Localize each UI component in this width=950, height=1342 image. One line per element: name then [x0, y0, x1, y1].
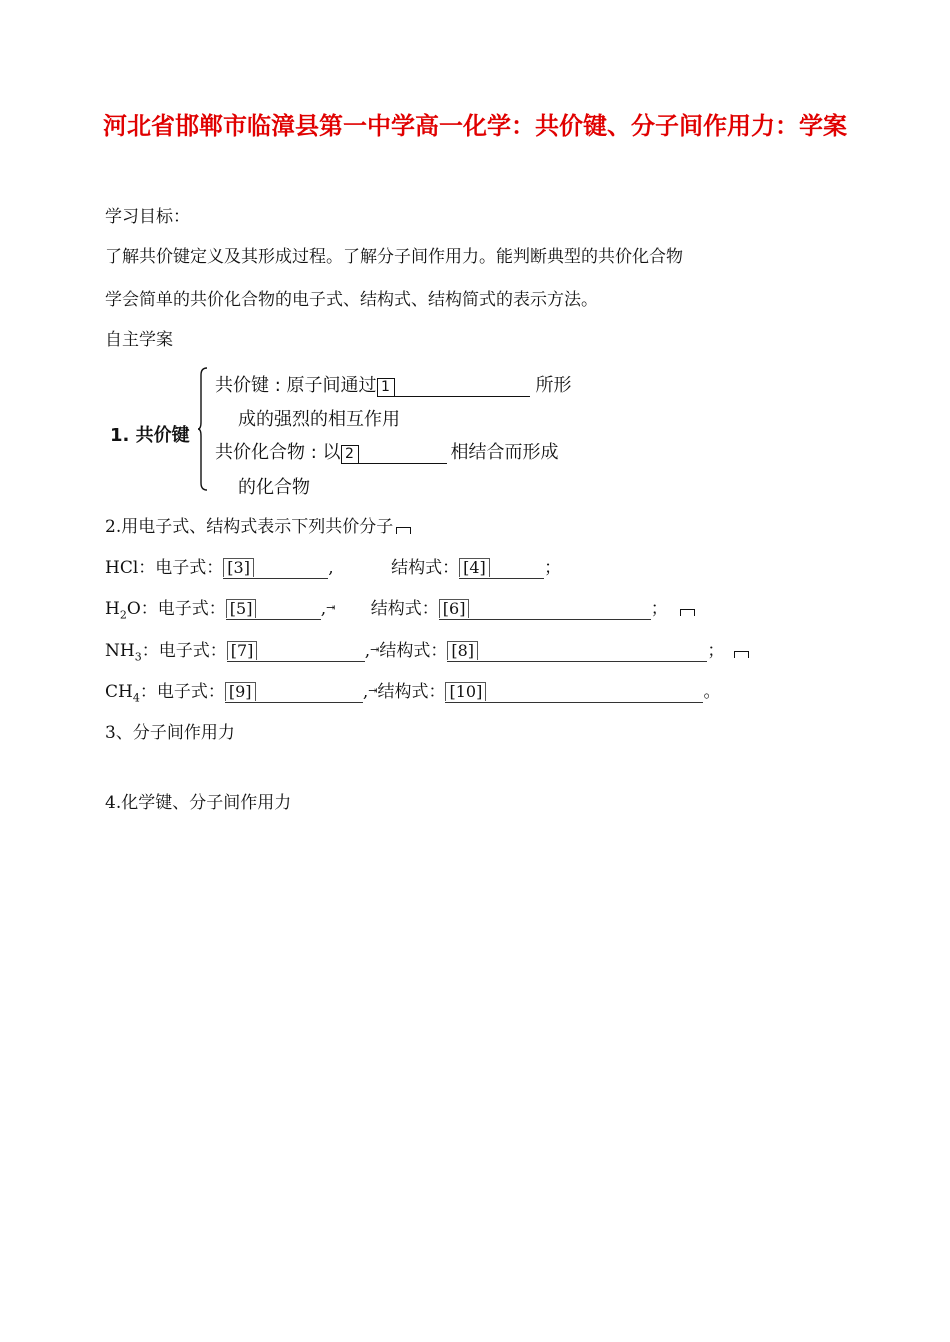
tab-mark-icon: ⇥ [368, 684, 378, 697]
q4-heading: 4.化学键、分子间作用力 [105, 793, 292, 813]
compound-blank-line [359, 443, 447, 464]
electron-blank-3[interactable] [223, 558, 328, 579]
blank-tag: [6] [439, 599, 470, 618]
formula: $CH_4$ [105, 682, 140, 705]
electron-label: 电子式： [156, 682, 225, 702]
blank-tag: [9] [225, 682, 256, 701]
bond-prefix: 共价键 : 原子间通过 [215, 375, 377, 396]
structure-label: 结构式： [370, 599, 439, 619]
compound-definition-line-1 [215, 438, 559, 464]
row-end: ； [707, 641, 725, 661]
colon: ： [140, 599, 158, 619]
objective-2: 学会简单的共价化合物的电子式、结构式、结构简式的表示方法。 [105, 290, 598, 310]
row-hcl [105, 553, 561, 579]
electron-label: 电子式： [157, 599, 226, 619]
q3-heading: 3、分子间作用力 [105, 723, 235, 743]
tab-mark-icon: ⇥ [326, 601, 336, 614]
row-end: ； [544, 558, 562, 578]
structure-label: 结构式： [391, 558, 460, 578]
blank-tag: [4] [459, 558, 490, 577]
tab-mark-icon: ⇥ [370, 643, 380, 656]
electron-blank-9[interactable] [225, 682, 363, 703]
electron-blank-7[interactable] [227, 641, 365, 662]
covalent-bond-diagram [110, 365, 630, 500]
structure-blank-8[interactable] [447, 641, 707, 662]
page-title: 河北省邯郸市临漳县第一中学高一化学：共价键、分子间作用力：学案 [103, 112, 847, 140]
blank-tag: [5] [226, 599, 257, 618]
formula: HCl [105, 558, 139, 578]
structure-label: 结构式： [377, 682, 446, 702]
blank-tag: [7] [227, 641, 258, 660]
structure-blank-6[interactable] [439, 599, 651, 620]
bond-suffix: 所形 [535, 375, 572, 396]
self-study-heading: 自主学案 [105, 330, 173, 350]
blank-tag: [10] [445, 682, 486, 701]
bond-definition-line-1 [215, 371, 572, 397]
paragraph-mark-icon [734, 651, 749, 658]
bond-blank-line [395, 376, 530, 397]
colon: ： [141, 641, 159, 661]
formula: $H_2O$ [105, 599, 141, 622]
row-end: ； [650, 599, 668, 619]
structure-blank-4[interactable] [459, 558, 544, 579]
objective-1: 了解共价键定义及其形成过程。了解分子间作用力。能判断典型的共价化合物 [105, 247, 683, 267]
row-h2o [105, 594, 695, 621]
compound-box-2: 2 [341, 445, 359, 464]
paragraph-mark-icon [396, 527, 411, 534]
electron-label: 电子式： [155, 558, 224, 578]
q2-heading [105, 512, 411, 537]
bond-definition-line-2: 成的强烈的相互作用 [238, 409, 400, 430]
row-nh3 [105, 636, 749, 663]
blank-tag: [8] [447, 641, 478, 660]
paragraph-mark-icon [680, 609, 695, 616]
separator: , [364, 641, 371, 661]
row-ch4 [105, 677, 720, 704]
bond-box-1: 1 [377, 378, 395, 397]
separator: , [328, 558, 334, 578]
row-end: 。 [703, 682, 721, 702]
separator: , [362, 682, 369, 702]
separator: , [320, 599, 327, 619]
compound-prefix: 共价化合物 : 以 [215, 442, 341, 463]
compound-definition-line-2: 的化合物 [238, 477, 310, 498]
structure-label: 结构式： [379, 641, 448, 661]
compound-suffix: 相结合而形成 [450, 442, 559, 463]
electron-blank-5[interactable] [226, 599, 321, 620]
brace-icon [198, 367, 208, 491]
diagram-main-label: 1. 共价键 [110, 425, 190, 446]
q2-heading-text: 2.用电子式、结构式表示下列共价分子 [105, 517, 394, 537]
objectives-heading: 学习目标： [105, 207, 190, 227]
electron-label: 电子式： [158, 641, 227, 661]
blank-tag: [3] [223, 558, 254, 577]
colon: ： [139, 682, 157, 702]
structure-blank-10[interactable] [445, 682, 703, 703]
colon: ： [138, 558, 156, 578]
formula: $NH_3$ [105, 641, 142, 664]
